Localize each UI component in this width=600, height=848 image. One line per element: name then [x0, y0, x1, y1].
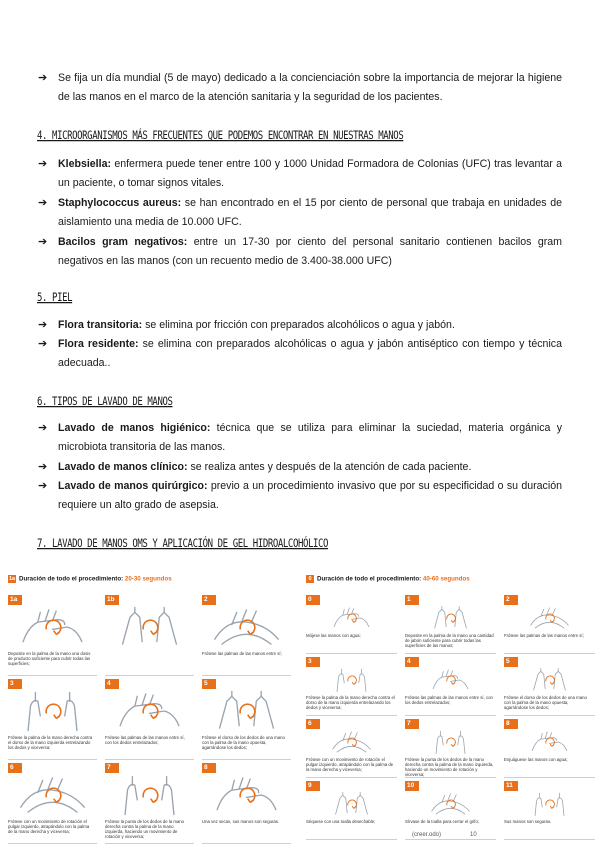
step-caption: Deposite en la palma de la mano una dosis de producto suficiente para cubrir todas las superficies; [8, 651, 91, 666]
item-text: se elimina por fricción con preparados alcohólicos o agua y jabón. [142, 319, 455, 331]
arrow-icon: ➔ [38, 480, 48, 492]
poster-duration: 40-60 segundos [422, 575, 470, 583]
step-badge: 11 [504, 781, 518, 791]
item-text: entre un 17-30 por ciento del personal sanitario contienen bacilos gram negativos en las manos (con un recuento medio de 3.400-38.000 UFC) [58, 236, 562, 267]
list-item [38, 335, 562, 373]
credit-text: (creer.odo) [412, 832, 442, 838]
hands-illustration-icon [510, 667, 589, 693]
item-term: Flora residente: [58, 338, 139, 350]
step-badge: 4 [105, 679, 119, 689]
list-item [38, 155, 562, 193]
step-4 [405, 657, 496, 716]
hands-illustration-icon [14, 773, 91, 817]
step-8 [202, 763, 291, 844]
step-badge: 5 [504, 657, 518, 667]
item-text: se realiza antes y después de la atención de cada paciente. [187, 461, 472, 473]
step-badge: 8 [202, 763, 216, 773]
list-item [38, 316, 562, 335]
hands-illustration-icon [111, 689, 188, 733]
step-badge: 6 [8, 763, 22, 773]
hand-wash-poster [306, 575, 592, 838]
hands-illustration-icon [111, 605, 188, 649]
step-badge: 7 [105, 763, 119, 773]
hands-illustration-icon [411, 605, 490, 631]
poster-title [8, 575, 172, 583]
step-caption: Sírvase de la toalla para cerrar el grifo; [405, 819, 480, 824]
step-0 [306, 595, 397, 654]
step-1a [8, 595, 97, 676]
hands-illustration-icon [510, 729, 589, 755]
hands-illustration-icon [510, 791, 589, 817]
step-2 [504, 595, 595, 654]
poster-badge: 1a [8, 576, 16, 582]
step-badge: 6 [306, 719, 320, 729]
step-caption: Frótese las palmas de las manos entre sí; [202, 651, 282, 656]
page-number: 10 [470, 832, 477, 838]
step-caption: Frótese la punta de los dedos de la mano derecha contra la palma de la mano izquierda, haciendo un movimiento de rotación y viceversa; [405, 757, 494, 777]
step-badge: 1b [105, 595, 119, 605]
step-caption: Sus manos son seguras. [504, 819, 552, 824]
item-text: previo a un procedimiento invasivo que por su especificidad o su duración requiere un alto grado de asepsia. [58, 480, 562, 511]
arrow-icon: ➔ [38, 236, 48, 248]
section-4-heading: 4. MICROORGANISMOS MÁS FRECUENTES QUE PODEMOS ENCONTRAR EN NUESTRAS MANOS [37, 130, 404, 143]
step-badge: 1 [405, 595, 419, 605]
step-3 [306, 657, 397, 716]
step-badge: 1a [8, 595, 22, 605]
step-badge: 5 [202, 679, 216, 689]
step-caption: Frótese la punta de los dedos de la mano derecha contra la palma de la mano izquierda, haciendo un movimiento de rotación y viceversa; [105, 819, 185, 839]
hands-illustration-icon [312, 667, 391, 693]
list-item [38, 233, 562, 271]
step-caption: Frótese con un movimiento de rotación el pulgar izquierdo, atrapándolo con la palma de la mano derecha y viceversa; [8, 819, 90, 834]
step-badge: 8 [504, 719, 518, 729]
list-item [38, 194, 562, 232]
item-text: enfermera puede tener entre 100 y 1000 Unidad Formadora de Colonias (UFC) tras levantar a un paciente, o tomar signos vitales. [58, 158, 562, 189]
step-badge: 9 [306, 781, 320, 791]
hands-illustration-icon [411, 791, 490, 817]
arrow-icon: ➔ [38, 72, 48, 84]
step-5 [202, 679, 291, 760]
step-5 [504, 657, 595, 716]
hands-illustration-icon [14, 689, 91, 733]
step-caption: Frótese las palmas de las manos entre sí, con los dedos entrelazados; [405, 695, 493, 705]
step-badge: 4 [405, 657, 419, 667]
item-term: Lavado de manos higiénico: [58, 422, 211, 434]
arrow-icon: ➔ [38, 338, 48, 350]
item-term: Klebsiella: [58, 158, 111, 170]
step-2 [202, 595, 291, 676]
poster-badge: 0 [306, 575, 314, 583]
step-caption: Séquese con una toalla desechable; [306, 819, 376, 824]
arrow-icon: ➔ [38, 319, 48, 331]
poster-title-text: Duración de todo el procedimiento: [19, 575, 124, 583]
step-caption: Mójese las manos con agua; [306, 633, 361, 638]
section-7-heading: 7. LAVADO DE MANOS OMS Y APLICACIÓN DE GEL HIDROALCOHÓLICO [37, 538, 329, 551]
step-6 [306, 719, 397, 778]
step-badge: 2 [504, 595, 518, 605]
step-caption: Frótese el dorso de los dedos de una mano con la palma de la mano opuesta, agarrándose los dedos; [202, 735, 285, 750]
section-6-heading: 6. TIPOS DE LAVADO DE MANOS [37, 396, 173, 409]
item-text: se elimina con preparados alcohólicas o agua y jabón antiséptico con tiempo y técnica adecuada.. [58, 338, 562, 369]
step-caption: Frótese la palma de la mano derecha contra el dorso de la mano izquierda entrelazando los dedos y viceversa; [306, 695, 395, 710]
step-7 [405, 719, 496, 778]
item-text: técnica que se utiliza para eliminar la suciedad, materia orgánica y microbiota transitoria de las manos. [58, 422, 562, 453]
step-8 [504, 719, 595, 778]
hands-illustration-icon [312, 729, 391, 755]
hands-illustration-icon [14, 605, 91, 649]
step-1b [105, 595, 194, 676]
step-badge: 10 [405, 781, 419, 791]
list-item [38, 419, 562, 457]
hands-illustration-icon [510, 605, 589, 631]
intro-text: Se fija un día mundial (5 de mayo) dedicado a la concienciación sobre la importancia de mejorar la higiene de las manos en el marco de la atención sanitaria y la seguridad de los pacientes. [58, 72, 562, 103]
step-badge: 3 [8, 679, 22, 689]
step-6 [8, 763, 97, 844]
step-9 [306, 781, 397, 840]
step-caption: Una vez secas, sus manos son seguras. [202, 819, 280, 824]
hands-illustration-icon [312, 791, 391, 817]
item-term: Lavado de manos quirúrgico: [58, 480, 208, 492]
item-term: Lavado de manos clínico: [58, 461, 188, 473]
step-caption: Frótese el dorso de los dedos de una mano con la palma de la mano opuesta, agarrándose los dedos; [504, 695, 587, 710]
step-11 [504, 781, 595, 840]
hands-illustration-icon [208, 689, 285, 733]
arrow-icon: ➔ [38, 422, 48, 434]
step-caption: Deposite en la palma de la mano una cantidad de jabón suficiente para cubrir todas las superficies de las manos; [405, 633, 494, 648]
step-7 [105, 763, 194, 844]
step-caption: Enjuáguese las manos con agua; [504, 757, 568, 762]
step-caption: Frótese las palmas de las manos entre sí; [504, 633, 584, 638]
hand-rub-poster [8, 575, 285, 839]
section-5-heading: 5. PIEL [37, 292, 73, 305]
step-3 [8, 679, 97, 760]
step-badge: 2 [202, 595, 216, 605]
item-term: Bacilos gram negativos: [58, 236, 188, 248]
step-1 [405, 595, 496, 654]
poster-title-text: Duración de todo el procedimiento: [317, 575, 422, 583]
list-item [38, 477, 562, 515]
step-caption: Frótese las palmas de las manos entre sí, con los dedos entrelazados; [105, 735, 185, 745]
hands-illustration-icon [312, 605, 391, 631]
item-text: se han encontrado en el 15 por ciento de personal que trabaja en unidades de aislamiento una media de 10.000 UFC. [58, 197, 562, 228]
step-4 [105, 679, 194, 760]
step-badge: 7 [405, 719, 419, 729]
step-badge: 0 [306, 595, 320, 605]
hands-illustration-icon [411, 667, 490, 693]
list-item [38, 458, 562, 477]
item-term: Flora transitoria: [58, 319, 143, 331]
step-caption: Frótese la palma de la mano derecha contra el dorso de la mano izquierda entrelazando los dedos y viceversa; [8, 735, 93, 750]
item-term: Staphylococcus aureus: [58, 197, 182, 209]
intro-bullet [38, 69, 562, 107]
hands-illustration-icon [208, 605, 285, 649]
arrow-icon: ➔ [38, 461, 48, 473]
hands-illustration-icon [111, 773, 188, 817]
hands-illustration-icon [208, 773, 285, 817]
poster-title [306, 575, 470, 583]
hands-illustration-icon [411, 729, 490, 755]
arrow-icon: ➔ [38, 197, 48, 209]
arrow-icon: ➔ [38, 158, 48, 170]
poster-duration: 20-30 segundos [124, 575, 172, 583]
step-badge: 3 [306, 657, 320, 667]
step-caption: Frótese con un movimiento de rotación el pulgar izquierdo, atrapándolo con la palma de la mano derecha y viceversa; [306, 757, 394, 772]
